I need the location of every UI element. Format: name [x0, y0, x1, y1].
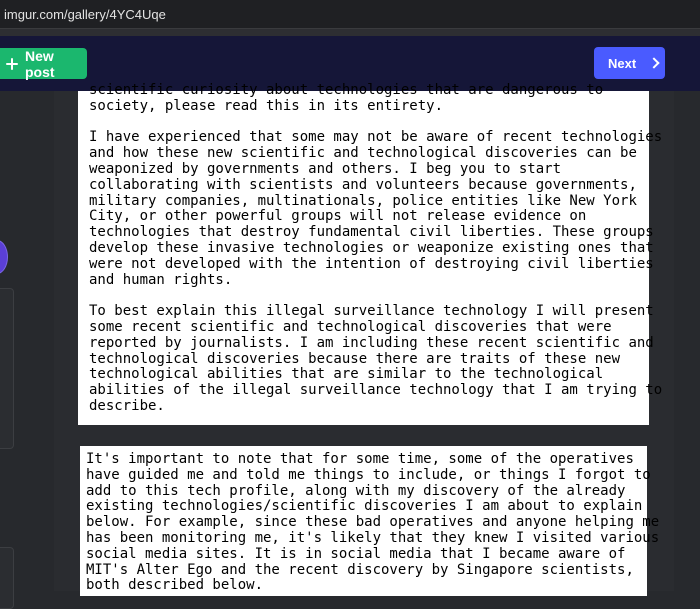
- text-line: social media sites. It is in social media that I became aware of: [86, 545, 626, 562]
- paragraph-operatives: [86, 451, 660, 594]
- text-line: scientific curiosity about technologies that are dangerous to: [89, 82, 604, 98]
- text-line: some recent scientific and technological discoveries that were: [89, 318, 612, 335]
- text-line: military companies, multinationals, police entities like New York: [89, 192, 637, 209]
- address-bar[interactable]: [0, 0, 700, 29]
- text-line: To best explain this illegal surveillance technology I will present: [89, 303, 654, 320]
- text-line: City, or other powerful groups will not release evidence on: [89, 208, 587, 225]
- text-line: have guided me and told me things to include, or things I forgot to: [86, 466, 651, 483]
- text-line: MIT's Alter Ego and the recent discovery by Singapore scientists,: [86, 561, 634, 578]
- next-label: Next: [608, 55, 637, 71]
- text-line: society, please read this in its entirety.: [89, 97, 444, 114]
- new-post-label: New post: [24, 47, 55, 80]
- text-line: I have experienced that some may not be aware of recent technologies: [89, 129, 663, 146]
- next-button[interactable]: [594, 47, 665, 79]
- text-line: technological abilities that are similar to the technological: [89, 366, 604, 383]
- chevron-right-icon: [649, 57, 660, 68]
- post-image-1[interactable]: [78, 82, 663, 425]
- text-line: and how these new scientific and technological discoveries can be: [89, 145, 637, 162]
- text-line: add to this tech profile, along with my discovery of the already: [86, 482, 626, 499]
- text-line: were not developed with the intention of destroying civil liberties: [89, 255, 654, 272]
- text-line: technologies that destroy fundamental civil liberties. These groups: [89, 224, 654, 241]
- url-text: imgur.com/gallery/4YC4Uqe: [4, 7, 166, 22]
- left-side-panel-lower: [0, 547, 14, 609]
- text-line: collaborating with scientists and volunteers because governments,: [89, 176, 637, 193]
- text-line: develop these invasive technologies or weaponize existing ones that: [89, 239, 654, 256]
- text-line: and human rights.: [89, 271, 233, 288]
- text-line: reported by journalists. I am including these recent scientific and: [89, 334, 654, 351]
- paragraph-explanation: [89, 303, 663, 415]
- text-line: existing technologies/scientific discoveries I am about to explain: [86, 498, 643, 515]
- text-line: both described below.: [86, 577, 264, 594]
- paragraph-experience: [89, 129, 663, 288]
- paragraph-intro: [89, 83, 649, 115]
- avatar[interactable]: [0, 240, 8, 274]
- text-line: technological discoveries because there are traits of these new: [89, 350, 621, 367]
- text-line: has been monitoring me, it's likely that they knew I visited various: [86, 529, 660, 546]
- text-line: weaponized by governments and others. I beg you to start: [89, 160, 562, 177]
- new-post-button[interactable]: [0, 48, 87, 79]
- text-line: abilities of the illegal surveillance technology that I am trying to: [89, 382, 663, 399]
- text-line: below. For example, since these bad operatives and anyone helping me: [86, 514, 660, 531]
- text-line: It's important to note that for some time, some of the operatives: [86, 451, 634, 467]
- post-image-2[interactable]: [80, 446, 660, 596]
- toolbar-separator: [0, 29, 700, 36]
- text-line: describe.: [89, 397, 165, 414]
- left-side-panel: [0, 288, 14, 449]
- plus-icon: [6, 58, 18, 70]
